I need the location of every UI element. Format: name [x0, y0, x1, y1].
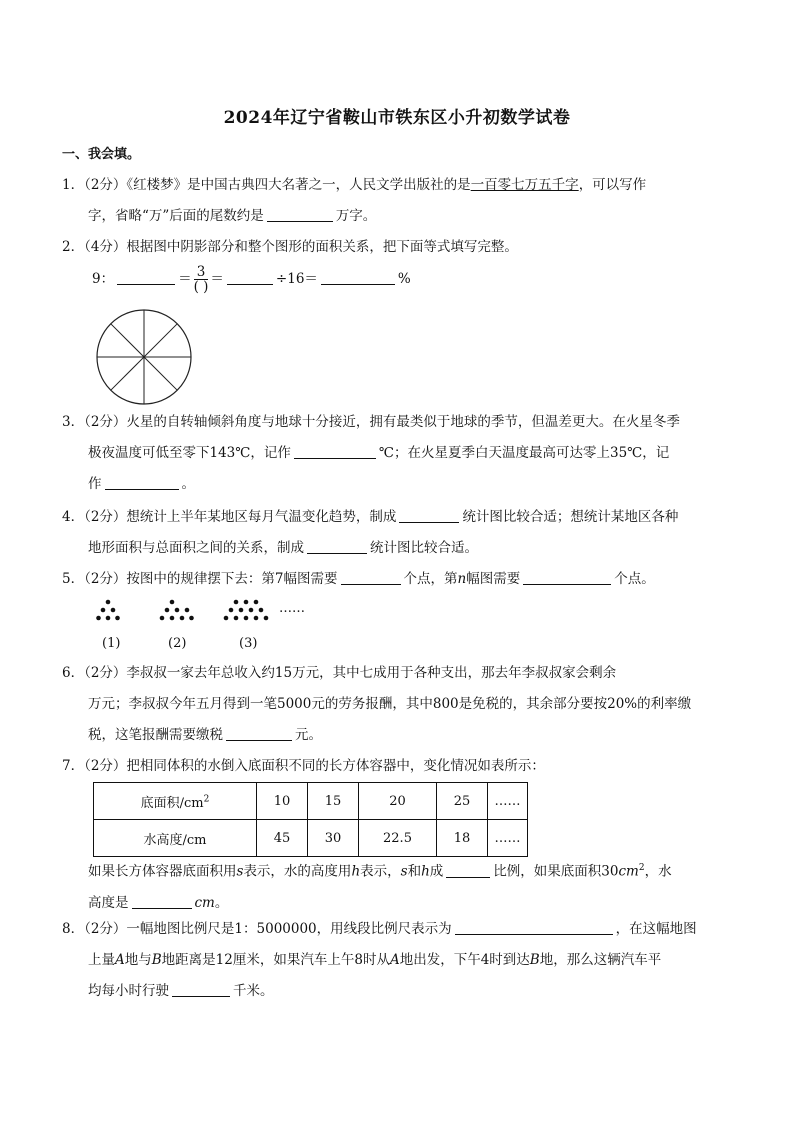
- q4-text-2: 统计图比较合适；想统计某地区各种: [462, 509, 679, 525]
- q7-text-9: 高度是: [88, 894, 129, 911]
- q8-text-6: 地出发，下午4时到达: [399, 952, 530, 968]
- q1-text-3: 万字。: [335, 208, 377, 224]
- q7-table: [93, 782, 528, 857]
- q2-blank-2[interactable]: [227, 268, 273, 285]
- q3-text-5: 。: [181, 476, 195, 492]
- q6-text-3: 税，这笔报酬需要缴税: [88, 727, 223, 743]
- q2-blank-3[interactable]: [321, 268, 395, 285]
- q2-blank-1[interactable]: [117, 268, 175, 285]
- var-s: s: [236, 863, 244, 880]
- section-heading: 一、我会填。: [62, 147, 141, 162]
- table-cell: 30: [308, 820, 359, 857]
- var-h: h: [351, 863, 361, 880]
- q8-text-8: 均每小时行驶: [88, 983, 169, 999]
- table-cell: ……: [488, 783, 528, 820]
- q7-text: 7．（2分）把相同体积的水倒入底面积不同的长方体容器中，变化情况如表所示：: [62, 758, 545, 774]
- table-cell: ……: [488, 820, 528, 857]
- table-cell: 18: [437, 820, 488, 857]
- question-4: [62, 502, 722, 564]
- q1-text-2: 字，省略“万”后面的尾数约是: [88, 208, 264, 224]
- table-cell: 15: [308, 783, 359, 820]
- q3-text-2: 极夜温度可低至零下143℃，记作: [88, 445, 291, 461]
- q8-text-3: 上量: [88, 952, 115, 968]
- q2-eq-div: ÷16＝: [275, 271, 318, 287]
- q8-text-5: 地距离是12厘米，如果汽车上午8时从: [161, 952, 390, 968]
- question-8: [62, 914, 722, 1007]
- q5-ellipsis: ……: [279, 601, 305, 616]
- table-header-cell: [94, 783, 257, 820]
- q7-blank-1[interactable]: [446, 861, 490, 878]
- q5-text-2: 个点，第: [403, 571, 458, 587]
- q3-text-3: ℃；在火星夏季白天温度最高可达零上35℃，记: [378, 445, 670, 461]
- q3-text: 3．（2分）火星的自转轴倾斜角度与地球十分接近，拥有最类似于地球的季节，但温差更大。在火星冬季: [62, 414, 680, 430]
- q3-text-4: 作: [88, 476, 102, 492]
- table-cell: 20: [359, 783, 437, 820]
- q3-blank-2[interactable]: [105, 473, 179, 490]
- q1-text: 1．（2分）《红楼梦》是中国古典四大名著之一，人民文学出版社的是: [62, 177, 471, 193]
- question-5: [62, 564, 722, 595]
- var-a: A: [389, 952, 400, 968]
- q6-text: 6．（2分）李叔叔一家去年总收入约15万元，其中七成用于各种支出，那去年李叔叔家会剩余: [62, 665, 617, 681]
- q2-frac-numerator: 3: [194, 265, 209, 280]
- q6-blank[interactable]: [226, 724, 292, 741]
- cell-text: 底面积/cm: [140, 795, 204, 811]
- q5-text: 5．（2分）按图中的规律摆下去：第7幅图需要: [62, 571, 338, 587]
- q7-text-10: 。: [214, 894, 229, 911]
- q5-label-2: (2): [168, 636, 187, 651]
- q5-blank-1[interactable]: [341, 568, 401, 585]
- question-7: [62, 751, 722, 782]
- q8-text-7: 地，那么这辆汽车平: [539, 952, 662, 968]
- q1-text-tail: ，可以写作: [578, 177, 647, 193]
- q2-eq-start: 9：: [92, 271, 115, 287]
- q7-text-8: ，水: [644, 863, 672, 880]
- q2-eq-percent: %: [397, 271, 411, 287]
- unit-cm: cm: [618, 863, 639, 880]
- q8-blank-1[interactable]: [455, 918, 613, 935]
- var-b: B: [529, 952, 540, 968]
- table-row: [94, 820, 528, 857]
- table-row: [94, 783, 528, 820]
- q8-text-9: 千米。: [233, 983, 274, 999]
- table-cell: 10: [257, 783, 308, 820]
- q8-text-4: 地与: [124, 952, 152, 968]
- table-cell: 25: [437, 783, 488, 820]
- q5-blank-2[interactable]: [523, 568, 611, 585]
- var-a: A: [115, 952, 125, 968]
- q2-equation: [92, 264, 752, 295]
- q7-text-7: 比例，如果底面积30: [493, 863, 619, 880]
- q4-blank-1[interactable]: [399, 506, 459, 523]
- q5-text-3: 幅图需要: [466, 571, 521, 587]
- q4-text-3: 地形面积与总面积之间的关系，制成: [88, 540, 304, 556]
- unit-cm: cm: [194, 894, 215, 911]
- q7-text-3: 表示，水的高度用: [243, 863, 352, 880]
- q4-text: 4．（2分）想统计上半年某地区每月气温变化趋势，制成: [62, 509, 397, 525]
- q5-dot-pattern: [96, 598, 276, 624]
- q6-text-4: 元。: [295, 727, 322, 743]
- table-header-cell: 水高度/cm: [94, 820, 257, 857]
- q7-followup: [88, 853, 728, 919]
- q3-blank-1[interactable]: [294, 442, 376, 459]
- q1-blank[interactable]: [267, 205, 333, 222]
- q2-eq-sign-1: ＝: [178, 271, 192, 287]
- var-s: s: [400, 863, 408, 880]
- q7-text-4: 表示，: [360, 863, 401, 880]
- question-3: [62, 407, 722, 500]
- q7-text-2: 如果长方体容器底面积用: [88, 863, 237, 880]
- q2-frac-denominator[interactable]: ( ): [193, 279, 209, 295]
- superscript: 2: [638, 863, 645, 873]
- q4-blank-2[interactable]: [307, 537, 367, 554]
- q1-underlined-number: 一百零七万五千字: [470, 177, 579, 193]
- q8-blank-2[interactable]: [172, 980, 230, 997]
- q8-text: 8．（2分）一幅地图比例尺是1：5000000，用线段比例尺表示为: [62, 921, 452, 937]
- q4-text-4: 统计图比较合适。: [370, 540, 478, 556]
- q5-label-1: (1): [102, 636, 121, 651]
- q7-text-5: 和: [407, 863, 422, 880]
- q6-text-2: 万元；李叔叔今年五月得到一笔5000元的劳务报酬，其中800是免税的，其余部分要按20%的利率缴: [88, 696, 692, 712]
- superscript: 2: [203, 794, 210, 805]
- page-title: 2024年辽宁省鞍山市铁东区小升初数学试卷: [223, 108, 571, 128]
- q5-text-4: 个点。: [614, 571, 655, 587]
- question-1: [62, 170, 722, 232]
- question-2: [62, 232, 722, 263]
- q7-blank-2[interactable]: [132, 892, 192, 909]
- q5-variable-n: n: [457, 571, 467, 587]
- q2-text: 2．（4分）根据图中阴影部分和整个图形的面积关系，把下面等式填写完整。: [62, 239, 518, 255]
- question-6: [62, 658, 722, 751]
- var-b: B: [151, 952, 162, 968]
- q5-label-3: (3): [239, 636, 258, 651]
- table-cell: 45: [257, 820, 308, 857]
- q2-circle-figure: [96, 309, 192, 405]
- q7-text-6: 成: [429, 863, 444, 880]
- q2-fraction: [194, 265, 209, 294]
- q8-text-2: ，在这幅地图: [615, 921, 697, 937]
- table-cell: 22.5: [359, 820, 437, 857]
- q2-eq-sign-2: ＝: [210, 271, 224, 287]
- var-h: h: [421, 863, 430, 880]
